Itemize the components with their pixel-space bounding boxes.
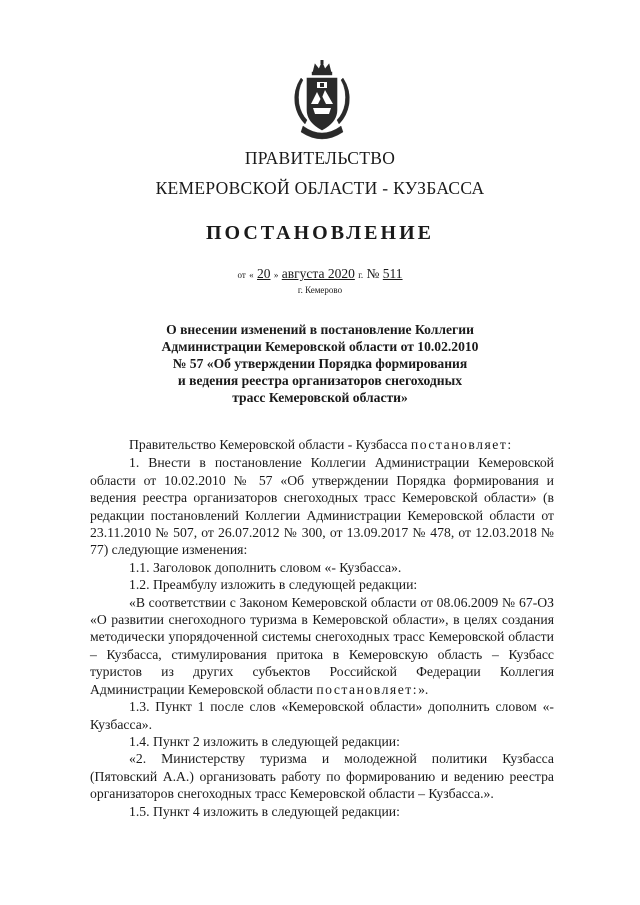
date-month-year: августа 2020 — [281, 266, 355, 281]
quoted-preamble — [90, 594, 554, 698]
quoted-preamble-end: ». — [418, 681, 429, 697]
paragraph-1-2: 1.2. Преамбулу изложить в следующей редакции: — [129, 577, 418, 593]
title-line: трасс Кемеровской области» — [232, 390, 408, 405]
document-number: 511 — [382, 266, 403, 281]
quoted-point-2: «2. Министерству туризма и молодежной политики Кузбасса (Пятовский А.А.) организовать работу по формированию и ведению реестра организаторов снегоходных трасс Кемеровской области – Кузбасса.». — [90, 751, 554, 802]
quoted-preamble-text: «В соответствии с Законом Кемеровской области от 08.06.2009 № 67-ОЗ «О развитии снегоходного туризма в Кемеровской области», в целях создания методически упорядоченной системы снегоходных трасс Кемеровской области – Кузбасса, стимулирования притока в Кемеровскую область – Кузбасс туристов из других субъектов Российской Федерации Коллегия Администрации Кемеровской области — [90, 594, 554, 697]
paragraph-1-3: 1.3. Пункт 1 после слов «Кемеровской области» дополнить словом «- Кузбасса». — [90, 699, 554, 732]
government-name-line1: ПРАВИТЕЛЬСТВО — [244, 148, 396, 168]
date-from-label: от — [237, 270, 246, 280]
intro-text: Правительство Кемеровской области - Кузбасса — [129, 437, 408, 452]
paragraph-1-1: 1.1. Заголовок дополнить словом «- Кузбасса». — [129, 559, 402, 575]
date-number-line — [0, 266, 640, 282]
quoted-preamble-verb: постановляет: — [316, 681, 419, 697]
coat-of-arms-icon — [293, 60, 351, 146]
document-body — [90, 436, 554, 820]
number-sign: № — [366, 266, 380, 281]
paragraph-1: 1. Внести в постановление Коллегии Администрации Кемеровской области от 10.02.2010 № 57 «Об утверждении Порядка формирования и ведения реестра организаторов снегоходных трасс Кемеровской области» (в редакции постановлений Коллегии Администрации Кемеровской области от 23.11.2010 № 507, от 26.07.2012 № 300, от 13.09.2017 № 478, от 12.03.2018 № 77) следующие изменения: — [90, 455, 554, 558]
city-label: г. Кемерово — [297, 285, 343, 295]
date-day: 20 — [257, 266, 271, 281]
title-line: № 57 «Об утверждении Порядка формирования — [172, 356, 468, 371]
document-title — [90, 321, 550, 406]
paragraph-1-5: 1.5. Пункт 4 изложить в следующей редакции: — [129, 803, 400, 819]
title-line: Администрации Кемеровской области от 10.02.2010 — [161, 339, 479, 354]
intro-verb: постановляет: — [410, 437, 513, 452]
document-type: ПОСТАНОВЛЕНИЕ — [206, 222, 434, 244]
quote-open: « — [249, 270, 254, 280]
quote-close: » — [273, 270, 279, 280]
paragraph-1-4: 1.4. Пункт 2 изложить в следующей редакции: — [129, 733, 400, 749]
year-suffix: г. — [358, 270, 364, 280]
title-line: и ведения реестра организаторов снегоходных — [177, 373, 463, 388]
intro-paragraph — [90, 436, 554, 453]
title-line: О внесении изменений в постановление Коллегии — [166, 322, 474, 337]
government-name-line2: КЕМЕРОВСКОЙ ОБЛАСТИ - КУЗБАССА — [155, 178, 485, 198]
